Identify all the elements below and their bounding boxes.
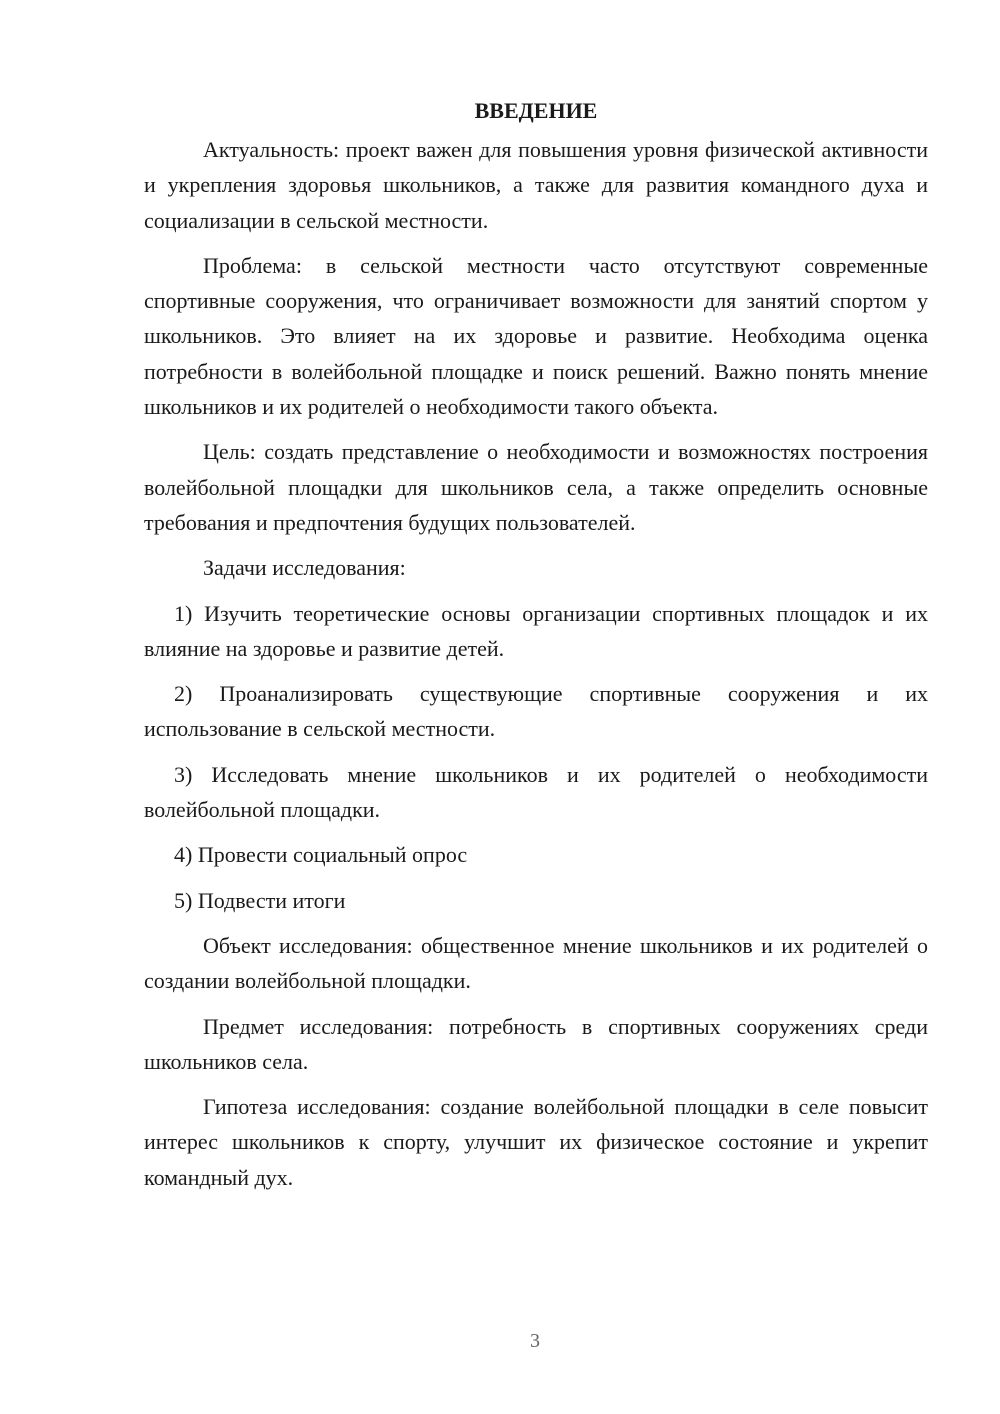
- paragraph-goal: Цель: создать представление о необходимости и возможностях построения волейбольной площадки для школьников села, а также определить основные требования и предпочтения будущих пользователей.: [144, 439, 928, 535]
- document-page: [144, 92, 928, 1205]
- paragraph-subject: Предмет исследования: потребность в спортивных сооружениях среди школьников села.: [144, 1013, 928, 1074]
- task-item-5: 5) Подвести итоги: [174, 887, 346, 913]
- page-number: 3: [530, 1330, 540, 1352]
- task-item-3: 3) Исследовать мнение школьников и их родителей о необходимости волейбольной площадки.: [144, 761, 928, 823]
- paragraph-hypothesis: Гипотеза исследования: создание волейбольной площадки в селе повысит интерес школьников к спорту, улучшит их физическое состояние и укрепит командный дух.: [144, 1094, 928, 1190]
- task-item-1: 1) Изучить теоретические основы организации спортивных площадок и их влияние на здоровье и развитие детей.: [144, 600, 928, 661]
- task-item-2: 2) Проанализировать существующие спортивные сооружения и их использование в сельской местности.: [144, 681, 928, 742]
- section-heading: ВВЕДЕНИЕ: [474, 98, 598, 123]
- task-item-4: 4) Провести социальный опрос: [174, 842, 468, 868]
- paragraph-object: Объект исследования: общественное мнение школьников и их родителей о создании волейбольной площадки.: [144, 932, 928, 994]
- paragraph-problem: Проблема: в сельской местности часто отсутствуют современные спортивные сооружения, что ограничивает возможности для занятий спортом у школьников. Это влияет на их здоровье и развитие. Необходима оценка потребности в волейбольной площадке и поиск решений. Важно понять мнение школьников и их родителей о необходимости такого объекта.: [144, 252, 928, 420]
- paragraph-relevance: Актуальность: проект важен для повышения уровня физической активности и укрепления здоровья школьников, а также для развития командного духа и социализации в сельской местности.: [144, 137, 928, 233]
- tasks-title: Задачи исследования:: [203, 555, 406, 581]
